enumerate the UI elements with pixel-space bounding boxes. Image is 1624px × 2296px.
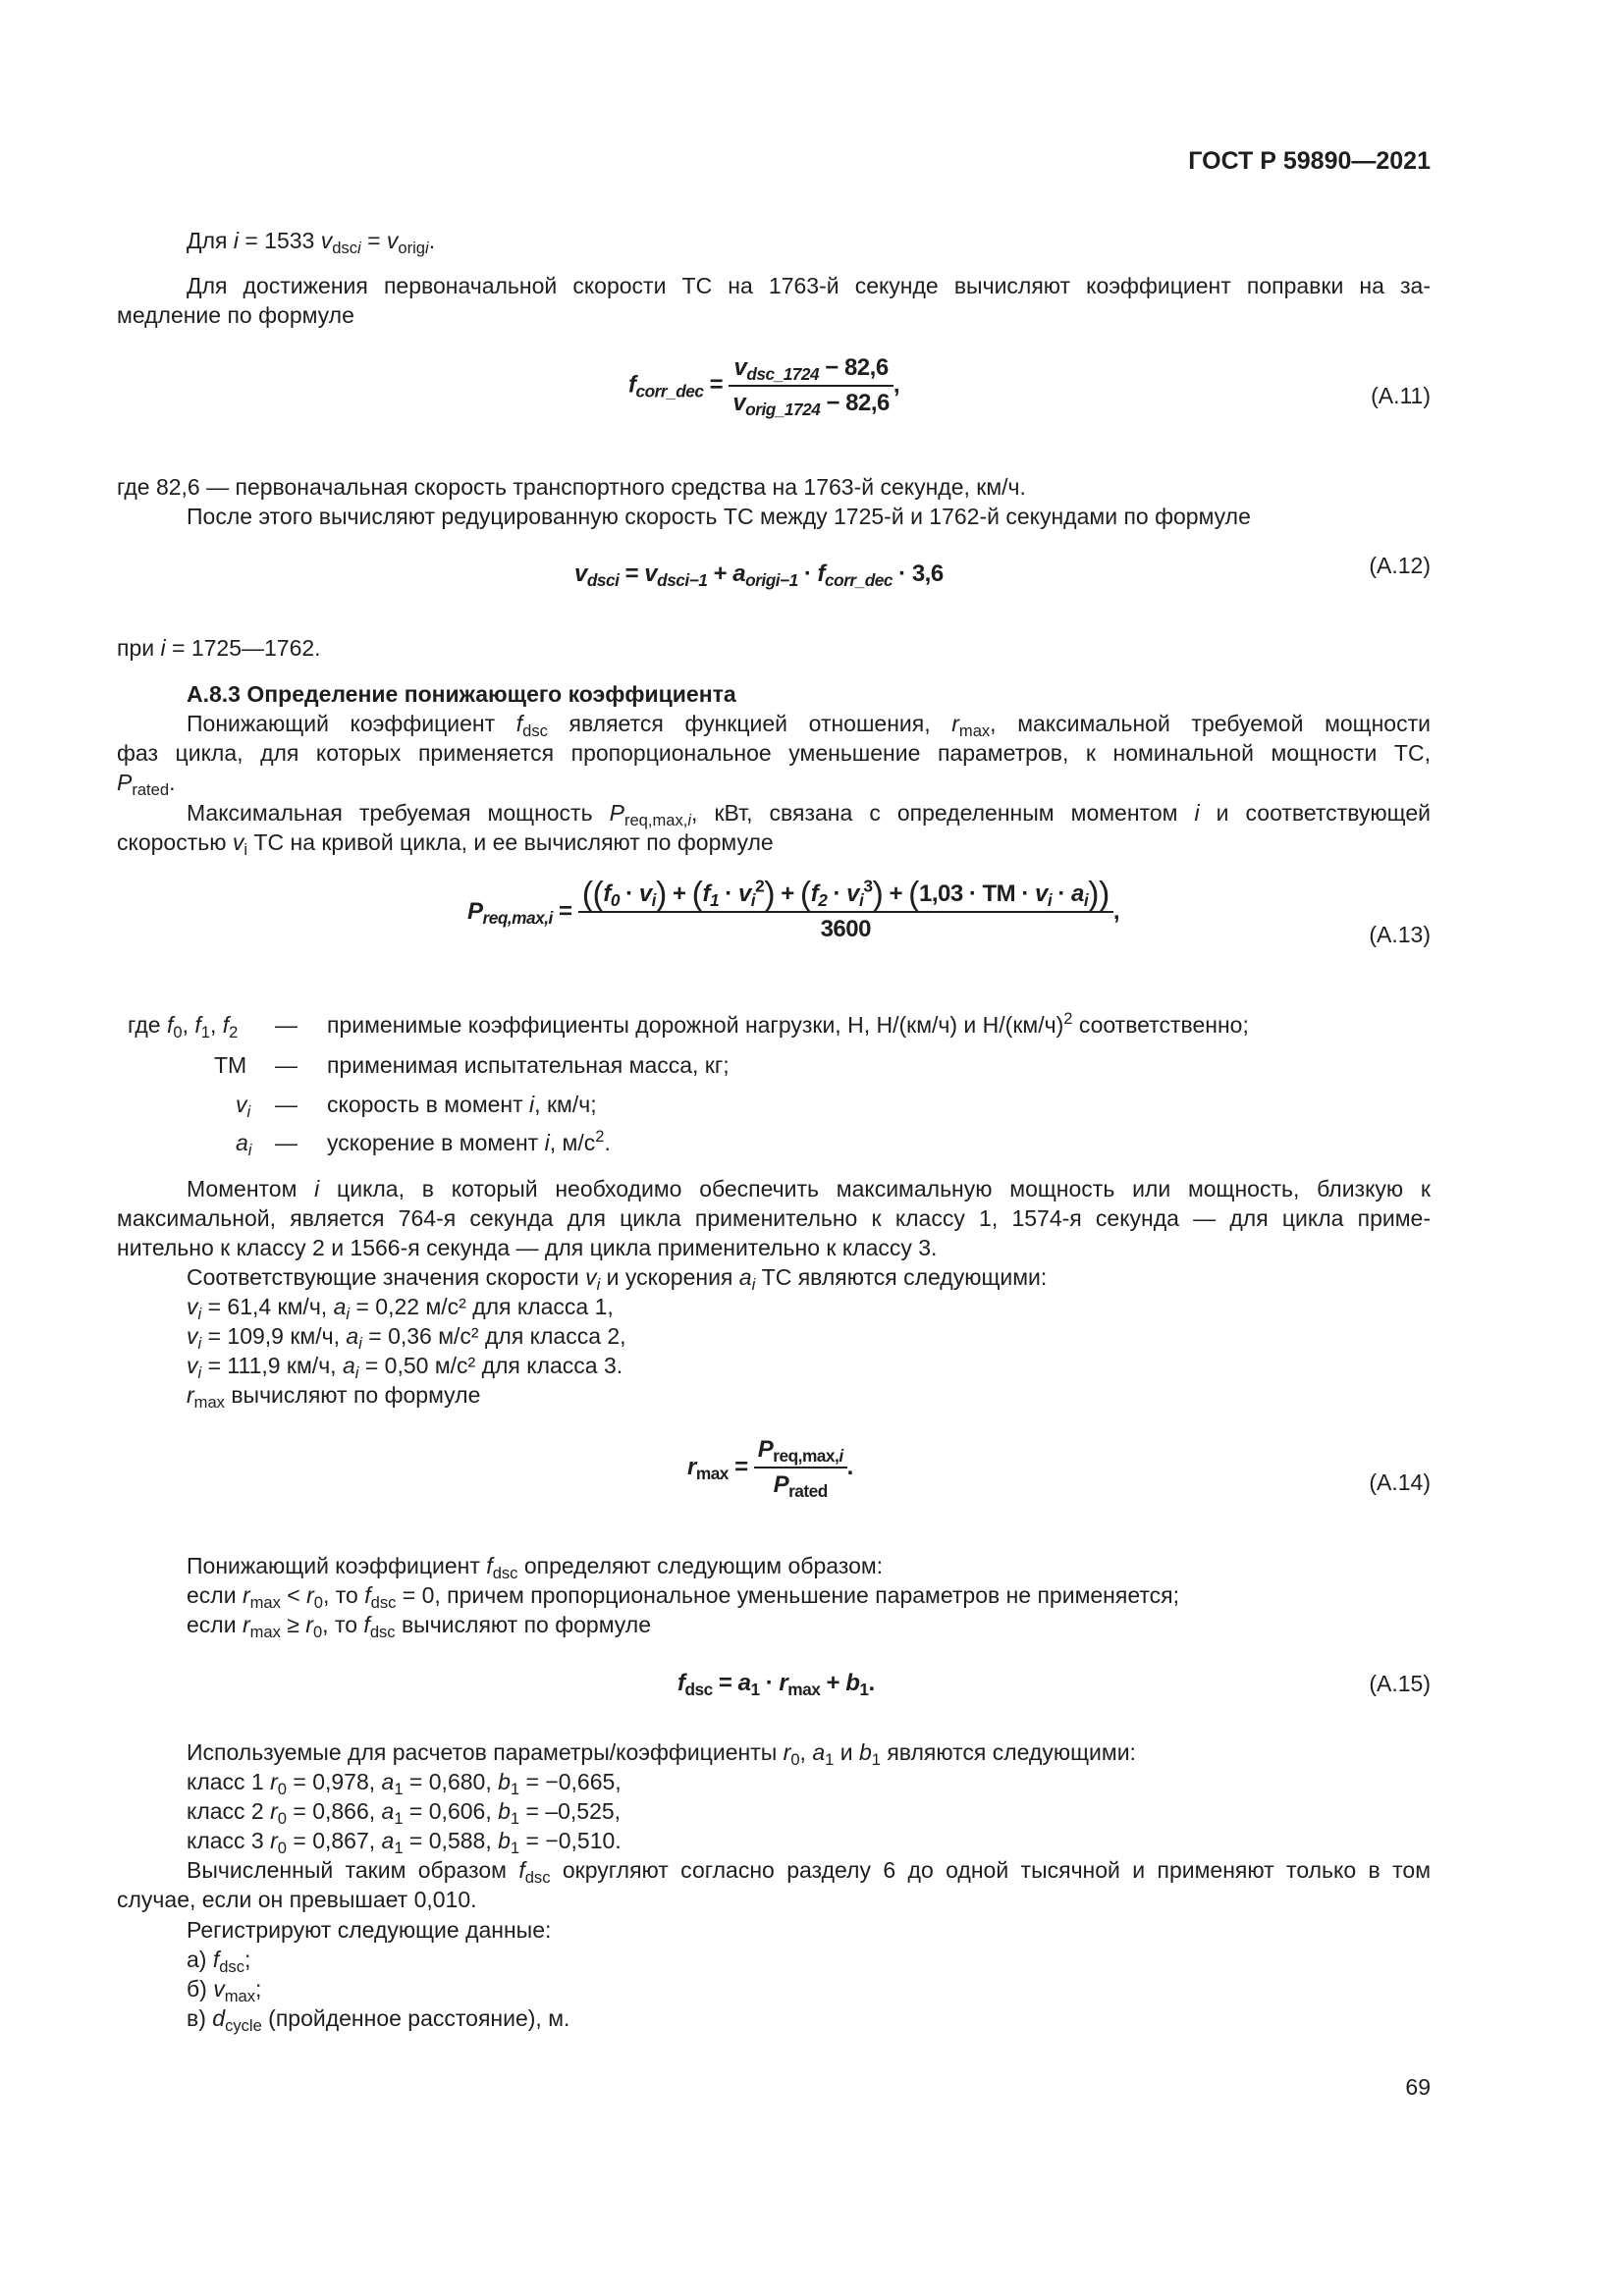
where-item-road-coeffs-dash: — xyxy=(275,1012,298,1038)
paragraph-max-power-line2: скоростью $v_i$ ТС на кривой цикла, и ее вычисляют по формуле xyxy=(117,829,774,859)
formula-a14: $r_{max}$ = $\frac{P_{req,max,i}}{P_{rated}}$ . xyxy=(687,1436,853,1502)
record-item-b: б) $v_{max}$; xyxy=(187,1976,262,2005)
where-item-accel-symbol: $a_i$ xyxy=(236,1130,252,1159)
section-heading-a83: А.8.3 Определение понижающего коэффициента xyxy=(187,681,736,707)
page-number: 69 xyxy=(1405,2074,1431,2100)
record-item-c: в) $d_{cycle}$ (пройденное расстояние), м. xyxy=(187,2005,570,2035)
where-item-speed-symbol: $v_i$ xyxy=(236,1092,251,1121)
document-code-header: ГОСТ Р 59890—2021 xyxy=(1188,147,1431,175)
paragraph-cycle-moment-line1: Моментом i цикла, в который необходимо обеспечить максимальную мощность или мощность, близкую к xyxy=(187,1176,1431,1201)
class-params-1: класс 1 $r_0 = 0,978$, $a_1 = 0,680$, $b_1 = -0,665$, xyxy=(187,1769,622,1798)
paragraph-cycle-moment-line3: нительно к классу 2 и 1566-я секунда — для цикла применительно к классу 3. xyxy=(117,1235,938,1260)
paragraph-max-power-line1: Максимальная требуемая мощность $P_{req,max,i}$, кВт, связана с определенным моментом i и соответствующей xyxy=(187,800,1431,829)
where-item-speed-desc: скорость в момент i, км/ч; xyxy=(327,1092,597,1117)
paragraph-i1533: Для i = 1533 $v_{dsci} = v_{origi}$. xyxy=(187,228,436,257)
where-item-road-coeffs-symbol: где $f_0$, $f_1$, $f_2$ xyxy=(128,1012,239,1041)
paragraph-decel-line1: Для достижения первоначальной скорости ТС на 1763-й секунде вычисляют коэффициент поправки на за- xyxy=(187,273,1431,298)
paragraph-decel-line2: медление по формуле xyxy=(117,302,354,328)
paragraph-params-intro: Используемые для расчетов параметры/коэффициенты $r_0$, $a_1$ и $b_1$ являются следующими: xyxy=(187,1739,1136,1769)
formula-a11: $f_{corr\_dec}$ = $\frac{v_{dsc\_1724} - 82,6}{v_{orig\_1724} - 82,6}$ , xyxy=(628,354,900,420)
paragraph-fdsc-definition: Понижающий коэффициент $f_{dsc}$ определяют следующим образом: xyxy=(187,1553,884,1582)
equation-number-a12: (A.12) xyxy=(1369,553,1431,578)
class-value-1: $v_i = 61,4$ км/ч, $a_i = 0,22$ м/с² для класса 1, xyxy=(187,1294,614,1323)
where-item-accel-desc: ускорение в момент i, $м/с^2$. xyxy=(327,1126,611,1155)
paragraph-cycle-moment-line2: максимальной, является 764-я секунда для цикла применительно к классу 1, 1574-я секунда — для цикла приме- xyxy=(117,1205,1431,1231)
class-value-2: $v_i = 109,9$ км/ч, $a_i = 0,36$ м/с² для класса 2, xyxy=(187,1323,626,1353)
paragraph-where-82-6: где 82,6 — первоначальная скорость транспортного средства на 1763-й секунде, км/ч. xyxy=(117,474,1026,500)
paragraph-reduction-factor-line1: Понижающий коэффициент $f_{dsc}$ является функцией отношения, $r_{max}$, максимальной требуемой мощности xyxy=(187,711,1431,740)
paragraph-if-less: если $r_{max} < r_0$, то $f_{dsc} = 0$, причем пропорциональное уменьшение параметров не применяется; xyxy=(187,1582,1179,1612)
paragraph-rounding-line1: Вычисленный таким образом $f_{dsc}$ округляют согласно разделу 6 до одной тысячной и применяют только в том xyxy=(187,1857,1432,1887)
equation-number-a13: (A.13) xyxy=(1369,922,1431,947)
where-item-accel-dash: — xyxy=(275,1130,298,1155)
record-item-a: а) $f_{dsc}$; xyxy=(187,1947,251,1976)
formula-a12: $v_{dsci} = v_{dsci-1} + a_{origi-1} \cdot f_{corr\_dec} \cdot 3,6$ xyxy=(574,561,944,591)
class-params-2: класс 2 $r_0 = 0,866$, $a_1 = 0,606$, $b_1 = -0,525$, xyxy=(187,1798,622,1828)
paragraph-reduced-speed: После этого вычисляют редуцированную скорость ТС между 1725-й и 1762-й секундами по формуле xyxy=(187,504,1251,529)
paragraph-record-intro: Регистрируют следующие данные: xyxy=(187,1917,552,1943)
equation-number-a11: (A.11) xyxy=(1371,383,1431,408)
where-item-test-mass-symbol: ТМ xyxy=(214,1052,247,1078)
paragraph-reduction-factor-line3: $P_{rated}$. xyxy=(117,770,176,799)
equation-number-a15: (A.15) xyxy=(1369,1671,1431,1696)
formula-a13: $P_{req,max,i}$ = ($(f_0 \cdot v_i) + (f_1 \cdot v_i^2) + (f_2 \cdot v_i^3) + (1,03$ · ТМ · $v_i \cdot a_i$)) 3600 , xyxy=(467,876,1119,942)
class-params-3: класс 3 $r_0 = 0,867$, $a_1 = 0,588$, $b_1 = -0,510$. xyxy=(187,1828,622,1857)
paragraph-rounding-line2: случае, если он превышает 0,010. xyxy=(117,1887,477,1912)
paragraph-reduction-factor-line2: фаз цикла, для которых применяется пропорциональное уменьшение параметров, к номинальной мощности ТС, xyxy=(117,740,1431,766)
where-item-test-mass-desc: применимая испытательная масса, кг; xyxy=(327,1052,730,1078)
where-item-test-mass-dash: — xyxy=(275,1052,298,1078)
paragraph-if-greater: если $r_{max} \ge r_0$, то $f_{dsc}$ вычисляют по формуле xyxy=(187,1612,651,1641)
paragraph-corresponding-values: Соответствующие значения скорости $v_i$ и ускорения $a_i$ ТС являются следующими: xyxy=(187,1264,1048,1294)
equation-number-a14: (A.14) xyxy=(1369,1469,1431,1495)
paragraph-range: при i = 1725—1762. xyxy=(117,635,321,661)
paragraph-rmax-formula-intro: $r_{max}$ вычисляют по формуле xyxy=(187,1382,481,1412)
class-value-3: $v_i = 111,9$ км/ч, $a_i = 0,50$ м/с² для класса 3. xyxy=(187,1353,623,1382)
formula-a15: $f_{dsc} = a_1 \cdot r_{max} + b_1$. xyxy=(677,1670,875,1700)
where-item-speed-dash: — xyxy=(275,1092,298,1117)
where-item-road-coeffs-desc: применимые коэффициенты дорожной нагрузки, Н, Н/(км/ч) и $Н/(км/ч)^2$ соответственно; xyxy=(327,1008,1249,1038)
